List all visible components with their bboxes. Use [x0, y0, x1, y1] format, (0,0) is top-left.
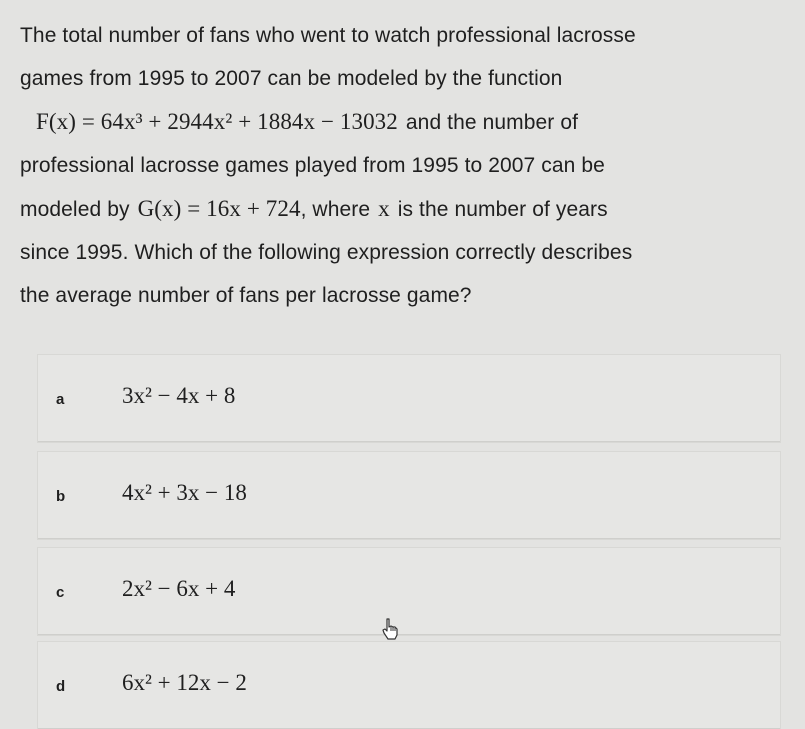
function-g-formula: G(x) = 16x + 724	[137, 196, 301, 221]
choice-letter: c	[56, 584, 65, 601]
question-line-5-pre: modeled by	[20, 198, 130, 221]
choice-expression: 2x² − 6x + 4	[122, 576, 236, 601]
question-line-5	[20, 187, 790, 231]
function-f-formula: F(x) = 64x³ + 2944x² + 1884x − 13032	[36, 109, 398, 134]
choice-letter: a	[56, 391, 65, 408]
variable-x: x	[378, 196, 390, 221]
question-text	[20, 14, 790, 317]
hand-pointer-icon	[382, 618, 400, 640]
choice-letter: d	[56, 678, 66, 695]
answer-choice-a[interactable]	[38, 355, 780, 442]
answer-choice-c[interactable]	[38, 548, 780, 635]
answer-choice-b[interactable]	[38, 452, 780, 539]
question-line-1: The total number of fans who went to watch professional lacrosse	[20, 24, 636, 47]
question-line-7: the average number of fans per lacrosse game?	[20, 284, 472, 307]
choice-expression: 3x² − 4x + 8	[122, 383, 236, 408]
question-line-5-post: is the number of years	[397, 198, 608, 221]
choice-expression: 6x² + 12x − 2	[122, 670, 247, 695]
question-line-2: games from 1995 to 2007 can be modeled by the function	[20, 67, 563, 90]
answer-choice-d[interactable]	[38, 642, 780, 729]
question-line-4: professional lacrosse games played from 1995 to 2007 can be	[20, 154, 605, 177]
question-line-5-mid: , where	[300, 198, 371, 221]
question-line-3-text: and the number of	[405, 111, 579, 134]
choice-expression: 4x² + 3x − 18	[122, 480, 247, 505]
question-line-3	[20, 100, 790, 144]
choice-letter: b	[56, 488, 66, 505]
question-line-6: since 1995. Which of the following expression correctly describes	[20, 241, 633, 264]
